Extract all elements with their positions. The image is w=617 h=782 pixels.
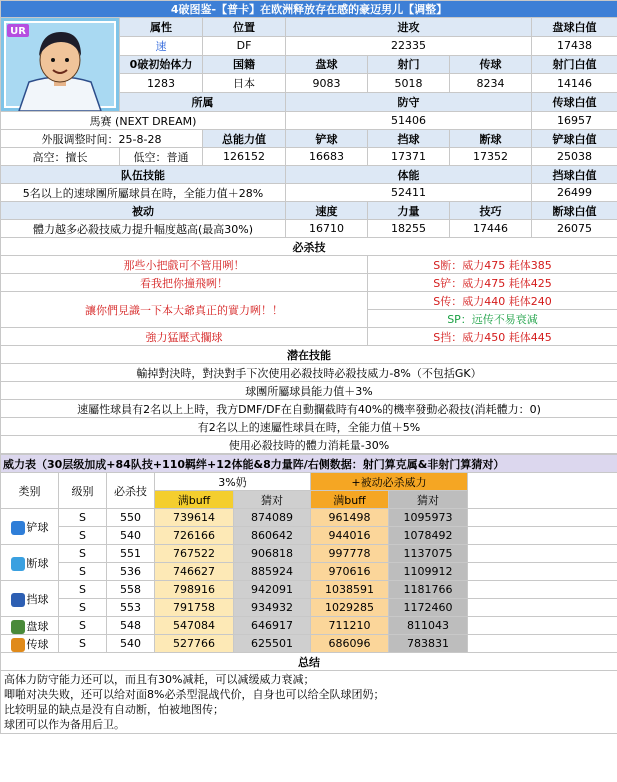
power-value-cell: 547084 — [155, 617, 234, 635]
pass-white-value: 16957 — [532, 112, 617, 130]
power-value-cell: 746627 — [155, 563, 234, 581]
intercept-white-label: 断球白值 — [532, 202, 617, 220]
category-cell — [1, 581, 59, 617]
special-power-cell: 548 — [107, 617, 155, 635]
dribble-value: 9083 — [286, 74, 368, 93]
position-value: DF — [203, 36, 286, 55]
pass-value: 8234 — [450, 74, 532, 93]
power-value-cell: 874089 — [234, 509, 311, 527]
table-row — [1, 545, 617, 563]
power-value-cell: 944016 — [311, 527, 389, 545]
power-value-cell: 934932 — [234, 599, 311, 617]
special-power-cell: 540 — [107, 635, 155, 653]
table-row — [1, 635, 617, 653]
category-label: 断球 — [26, 556, 49, 570]
potential-4: 有2名以上的速屬性球員在時，全能力值＋5% — [1, 418, 617, 436]
stamina-value: 52411 — [286, 184, 532, 202]
special-sp: SP：远传不易衰减 — [368, 310, 617, 328]
table-row — [1, 563, 617, 581]
team-skill-label: 队伍技能 — [1, 166, 286, 184]
power-value-cell: 726166 — [155, 527, 234, 545]
blank-cell — [468, 617, 617, 635]
shoot-value: 5018 — [368, 74, 450, 93]
rarity-badge: UR — [10, 26, 26, 37]
power-label: 力量 — [368, 202, 450, 220]
power-value-cell: 711210 — [311, 617, 389, 635]
attack-label: 进攻 — [286, 18, 532, 37]
special-power-cell: 536 — [107, 563, 155, 581]
category-cell — [1, 635, 59, 653]
speed-value: 16710 — [286, 220, 368, 238]
table-row — [1, 599, 617, 617]
power-value-cell: 942091 — [234, 581, 311, 599]
special-stat-4: S挡：威力450 耗体445 — [368, 328, 617, 346]
power-value-cell: 798916 — [155, 581, 234, 599]
potential-3: 速屬性球員有2名以上上時，我方DMF/DF在自動攔截時有40%的機率發動必殺技(消耗體力：0) — [1, 400, 617, 418]
level-cell: S — [59, 617, 107, 635]
category-label: 挡球 — [26, 592, 49, 606]
power-value-cell: 1095973 — [389, 509, 468, 527]
blank-cell — [468, 509, 617, 527]
sub-guess-1: 猜对 — [234, 491, 311, 509]
level-cell: S — [59, 563, 107, 581]
passive-text: 體力越多必殺技威力提升幅度越高(最高30%) — [1, 220, 286, 238]
power-value-cell: 1109912 — [389, 563, 468, 581]
nationality-label: 国籍 — [203, 55, 286, 74]
tackle-white-label: 铲球白值 — [532, 130, 617, 148]
power-value-cell: 885924 — [234, 563, 311, 581]
skill-type-icon — [11, 557, 25, 571]
team-value: 馬赛 (NEXT DREAM) — [1, 112, 286, 130]
table-row — [1, 617, 617, 635]
special-name-4: 強力猛壓式攔球 — [1, 328, 368, 346]
power-value-cell: 961498 — [311, 509, 389, 527]
category-cell — [1, 617, 59, 635]
stamina-label: 体能 — [286, 166, 532, 184]
base-stamina-value: 1283 — [120, 74, 203, 93]
group-passive: +被动必杀威力 — [311, 473, 468, 491]
team-label: 所属 — [120, 93, 286, 112]
category-label: 铲球 — [26, 520, 49, 534]
summary-header: 总结 — [1, 653, 617, 671]
summary-line-2: 唧啪对决失败，还可以给对面8%必杀型混战代价，自身也可以给全队球团奶； — [4, 688, 385, 701]
skill-type-icon — [11, 521, 25, 535]
attr-value: 速 — [120, 36, 203, 55]
skill-type-icon — [11, 620, 25, 634]
summary-line-3: 比较明显的缺点是没有自动断，怕被地图传； — [4, 703, 224, 716]
defense-label: 防守 — [286, 93, 532, 112]
power-value-cell: 860642 — [234, 527, 311, 545]
power-value-cell: 1078492 — [389, 527, 468, 545]
passive-label: 被动 — [1, 202, 286, 220]
summary-line-1: 高体力防守能力还可以，而且有30%减耗，可以减缓威力衰减； — [4, 673, 315, 686]
potential-1: 輸掉對決時，對決對手下次使用必殺技時必殺技威力-8%（不包括GK） — [1, 364, 617, 382]
power-value-cell: 1137075 — [389, 545, 468, 563]
table-row — [1, 527, 617, 545]
technique-value: 17446 — [450, 220, 532, 238]
total-value: 126152 — [203, 148, 286, 166]
blank-cell — [468, 581, 617, 599]
skill-type-icon — [11, 638, 25, 652]
special-power-cell: 551 — [107, 545, 155, 563]
power-value-cell: 527766 — [155, 635, 234, 653]
special-power-cell: 540 — [107, 527, 155, 545]
category-label: 传球 — [26, 637, 49, 651]
dribble-label: 盘球 — [286, 55, 368, 74]
power-value-cell: 739614 — [155, 509, 234, 527]
power-value-cell: 646917 — [234, 617, 311, 635]
power-value-cell: 1038591 — [311, 581, 389, 599]
sub-full-2: 满buff — [311, 491, 389, 509]
potential-header: 潜在技能 — [1, 346, 617, 364]
blank-cell — [468, 563, 617, 581]
position-label: 位置 — [203, 18, 286, 37]
potential-2: 球團所屬球員能力值＋3% — [1, 382, 617, 400]
page-title: 4破图鉴-【普卡】在欧洲释放存在感的豪迈男儿【调整】 — [1, 1, 617, 18]
power-table — [0, 454, 617, 734]
total-label: 总能力值 — [203, 130, 286, 148]
speed-label: 速度 — [286, 202, 368, 220]
intercept-white-value: 26075 — [532, 220, 617, 238]
tackle-value: 16683 — [286, 148, 368, 166]
sub-full-1: 满buff — [155, 491, 234, 509]
intercept-label: 断球 — [450, 130, 532, 148]
blank-cell — [468, 599, 617, 617]
blank-cell — [468, 635, 617, 653]
sub-guess-2: 猜对 — [389, 491, 468, 509]
tackle-label: 铲球 — [286, 130, 368, 148]
level-cell: S — [59, 527, 107, 545]
level-cell: S — [59, 509, 107, 527]
power-value-cell: 1181766 — [389, 581, 468, 599]
power-value-cell: 997778 — [311, 545, 389, 563]
skill-type-icon — [11, 593, 25, 607]
potential-5: 使用必殺技時的體力消耗量-30% — [1, 436, 617, 454]
special-stat-2: S铲：威力475 耗体425 — [368, 274, 617, 292]
special-power-cell: 558 — [107, 581, 155, 599]
table-row — [1, 509, 617, 527]
power-value-cell: 811043 — [389, 617, 468, 635]
block-label: 挡球 — [368, 130, 450, 148]
intercept-value: 17352 — [450, 148, 532, 166]
power-value-cell: 767522 — [155, 545, 234, 563]
power-value-cell: 686096 — [311, 635, 389, 653]
power-rows — [1, 509, 617, 653]
special-name-3: 讓你們見識一下本大爺真正的實力咧！！ — [1, 292, 368, 328]
power-value-cell: 906818 — [234, 545, 311, 563]
special-power-cell: 550 — [107, 509, 155, 527]
level-cell: S — [59, 635, 107, 653]
shoot-white-label: 射门白值 — [532, 55, 617, 74]
power-value-cell: 783831 — [389, 635, 468, 653]
low-ball: 低空：普通 — [120, 148, 203, 166]
category-cell — [1, 545, 59, 581]
power-value-cell: 625501 — [234, 635, 311, 653]
power-value-cell: 1029285 — [311, 599, 389, 617]
level-cell: S — [59, 581, 107, 599]
level-cell: S — [59, 545, 107, 563]
blank-cell — [468, 527, 617, 545]
dribble-white-value: 17438 — [532, 36, 617, 55]
player-portrait — [1, 18, 120, 112]
base-stamina-label: 0破初始体力 — [120, 55, 203, 74]
col-category: 类别 — [1, 473, 59, 509]
special-name-2: 看我把你撞飛咧！ — [1, 274, 368, 292]
tackle-white-value: 25038 — [532, 148, 617, 166]
dribble-white-label: 盘球白值 — [532, 18, 617, 37]
table-row — [1, 581, 617, 599]
col-special: 必杀技 — [107, 473, 155, 509]
power-value-cell: 1172460 — [389, 599, 468, 617]
power-value: 18255 — [368, 220, 450, 238]
blank-cell — [468, 545, 617, 563]
pass-white-label: 传球白值 — [532, 93, 617, 112]
pass-label: 传球 — [450, 55, 532, 74]
defense-value: 51406 — [286, 112, 532, 130]
special-stat-3: S传：威力440 耗体240 — [368, 292, 617, 310]
block-white-value: 26499 — [532, 184, 617, 202]
col-level: 级别 — [59, 473, 107, 509]
special-header: 必杀技 — [1, 238, 617, 256]
category-label: 盘球 — [26, 619, 49, 633]
block-value: 17371 — [368, 148, 450, 166]
blank-col — [468, 473, 617, 509]
power-header: 威力表（30层级加成+84队技+110羁绊+12体能&8力量阵/右侧数据：射门算克属&非射门算猜对） — [1, 455, 617, 473]
block-white-label: 挡球白值 — [532, 166, 617, 184]
special-power-cell: 553 — [107, 599, 155, 617]
special-stat-1: S断：威力475 耗体385 — [368, 256, 617, 274]
level-cell: S — [59, 599, 107, 617]
team-skill-text: 5名以上的速球團所屬球員在時，全能力值＋28% — [1, 184, 286, 202]
attack-value: 22335 — [286, 36, 532, 55]
shoot-label: 射门 — [368, 55, 450, 74]
special-name-1: 那些小把戲可不管用咧！ — [1, 256, 368, 274]
category-cell — [1, 509, 59, 545]
technique-label: 技巧 — [450, 202, 532, 220]
shoot-white-value: 14146 — [532, 74, 617, 93]
power-value-cell: 791758 — [155, 599, 234, 617]
nationality-value: 日本 — [203, 74, 286, 93]
adjust-date: 外服调整时间：25-8-28 — [1, 130, 203, 148]
high-ball: 高空：擅长 — [1, 148, 120, 166]
summary-text — [1, 671, 617, 734]
group-milk: 3%奶 — [155, 473, 311, 491]
attr-label: 属性 — [120, 18, 203, 37]
power-value-cell: 970616 — [311, 563, 389, 581]
summary-line-4: 球团可以作为备用后卫。 — [4, 718, 125, 731]
